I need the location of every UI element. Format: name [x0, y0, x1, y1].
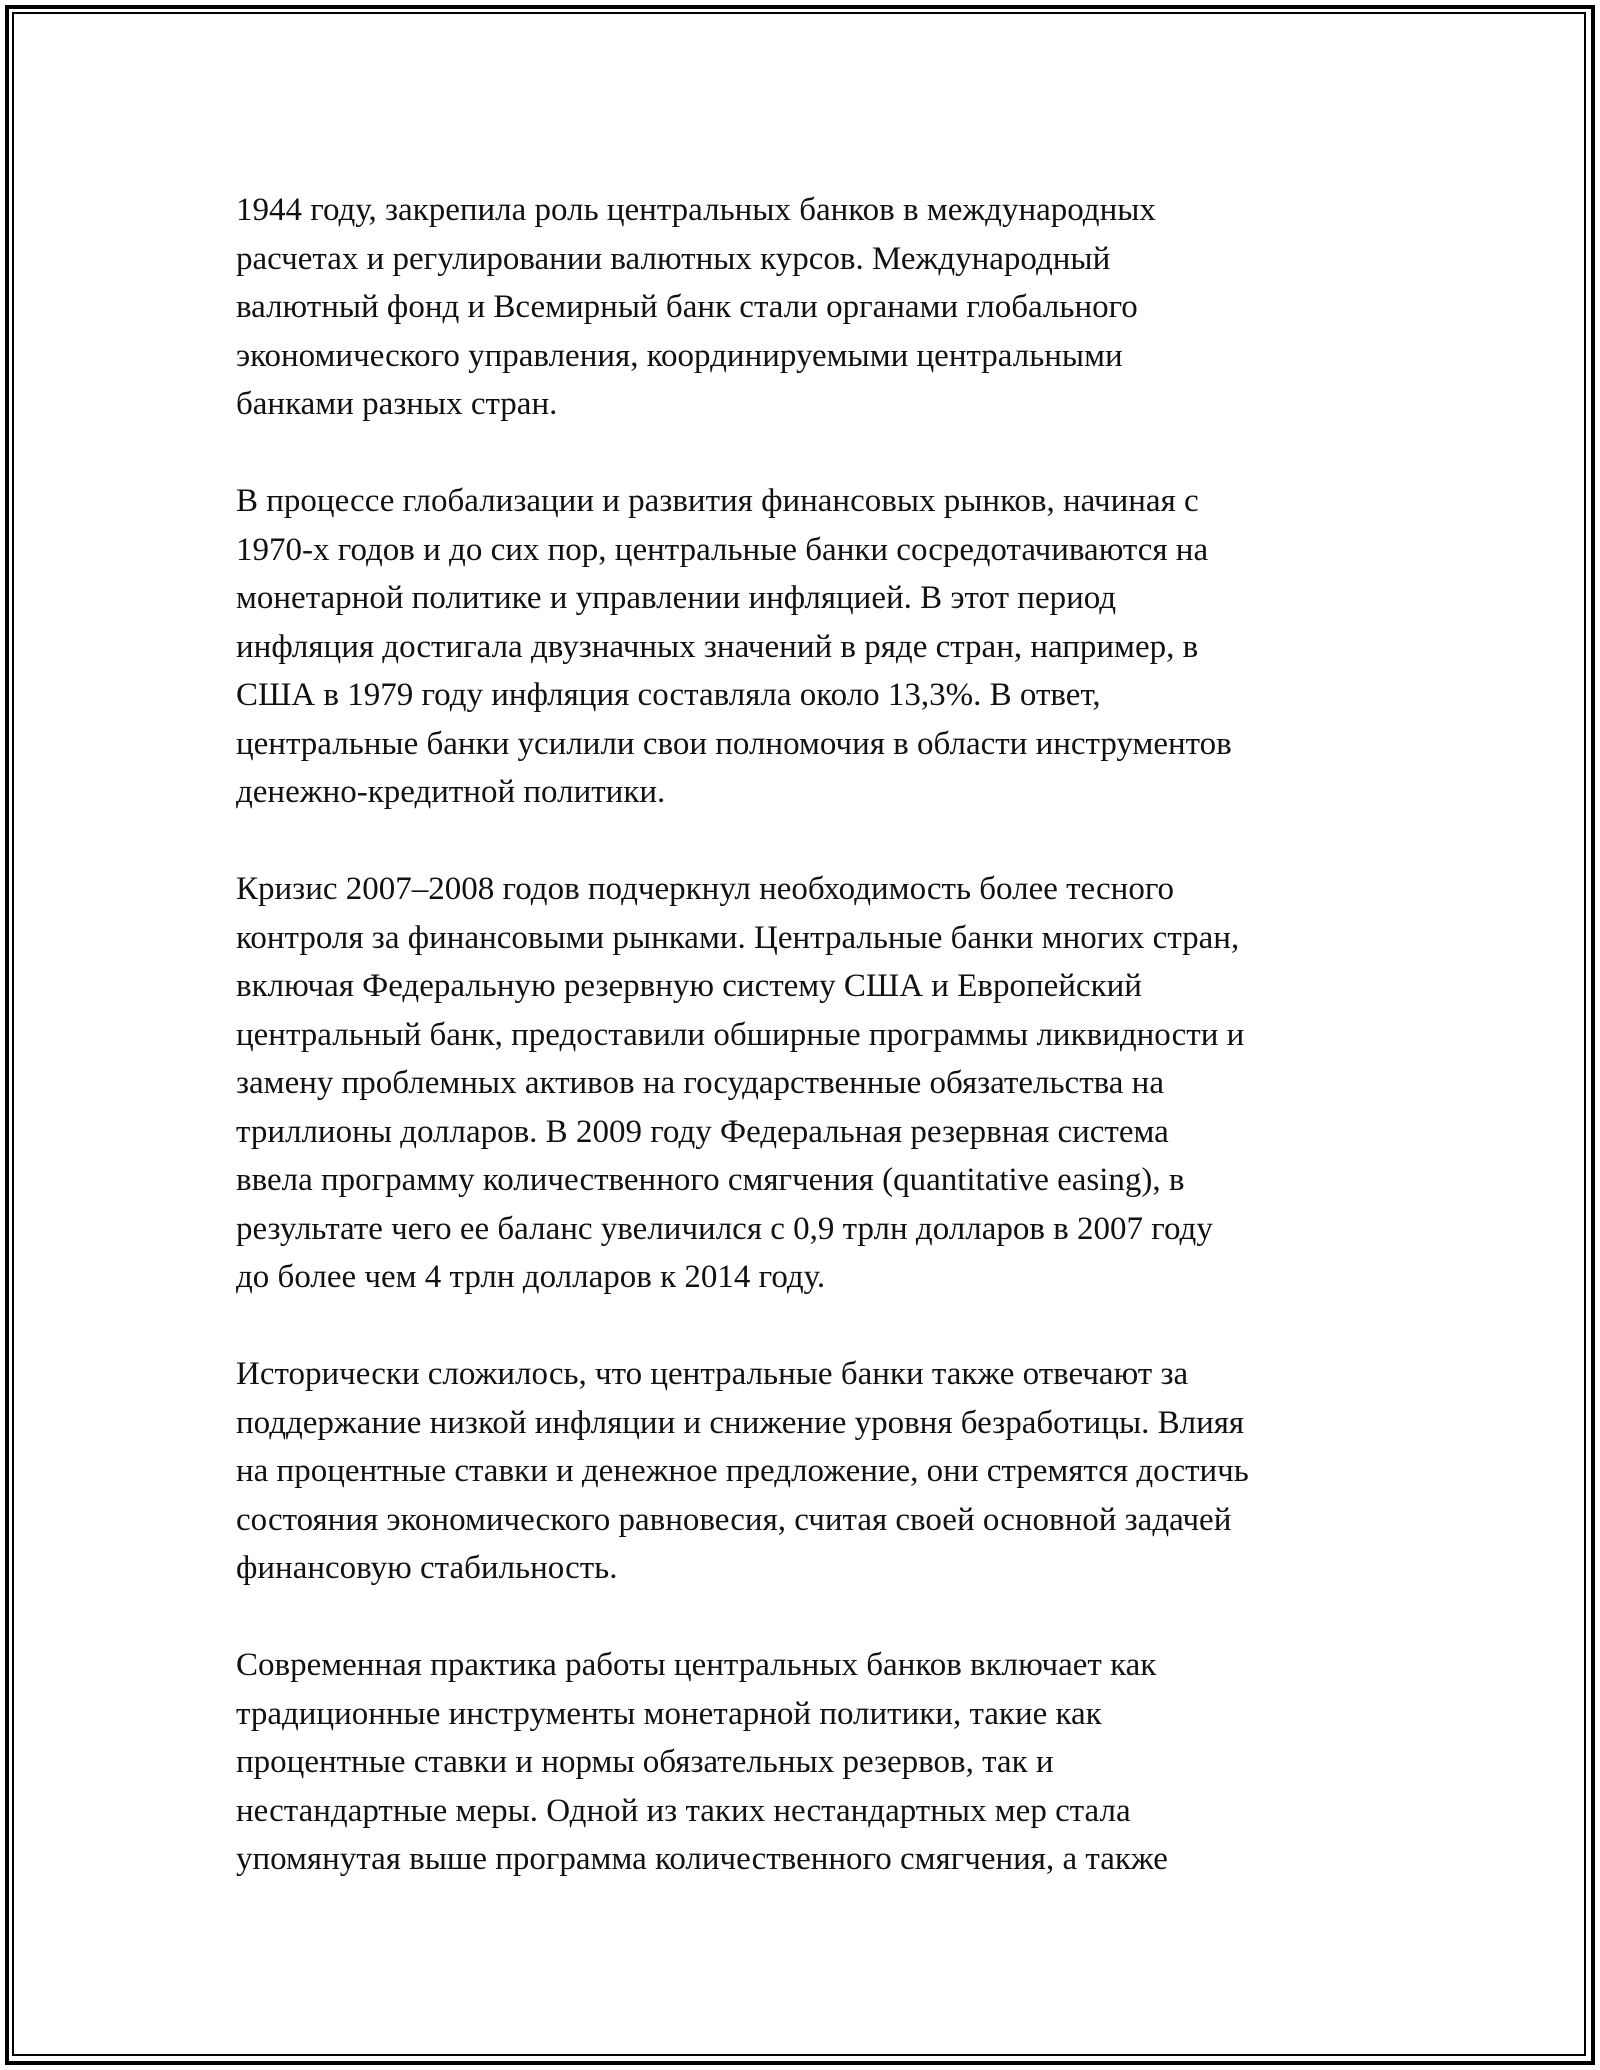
paragraph-gap — [236, 429, 1386, 478]
text-line: В процессе глобализации и развития финансовых рынков, начиная с — [236, 483, 1199, 519]
text-line: монетарной политике и управлении инфляцией. В этот период — [236, 580, 1117, 616]
text-line: упомянутая выше программа количественного смягчения, а также — [236, 1841, 1168, 1877]
text-line: поддержание низкой инфляции и снижение уровня безработицы. Влияя — [236, 1404, 1245, 1441]
paragraph-gap — [236, 1302, 1386, 1351]
text-line: традиционные инструменты монетарной политики, такие как — [236, 1695, 1102, 1732]
text-line: Кризис 2007–2008 годов подчеркнул необходимость более тесного — [236, 871, 1175, 907]
text-line: замену проблемных активов на государственные обязательства на — [236, 1065, 1164, 1101]
text-line: США в 1979 году инфляция составляла около 13,3%. В ответ, — [236, 677, 1101, 713]
paragraph-gap — [236, 817, 1386, 866]
text-line: на процентные ставки и денежное предложение, они стремятся достичь — [236, 1453, 1249, 1489]
paragraph — [236, 1641, 1386, 1884]
text-line: центральный банк, предоставили обширные программы ликвидности и — [236, 1016, 1245, 1053]
text-line: экономического управления, координируемыми центральными — [236, 337, 1123, 374]
text-line: включая Федеральную резервную систему США и Европейский — [236, 968, 1142, 1004]
text-line: 1970-х годов и до сих пор, центральные банки сосредотачиваются на — [236, 531, 1209, 568]
text-line: центральные банки усилили свои полномочия в области инструментов — [236, 725, 1232, 762]
text-line: нестандартные меры. Одной из таких нестандартных мер стала — [236, 1792, 1131, 1829]
text-line: триллионы долларов. В 2009 году Федеральная резервная система — [236, 1113, 1169, 1150]
text-line: процентные ставки и нормы обязательных резервов, так и — [236, 1744, 1054, 1780]
text-line: ввела программу количественного смягчения (quantitative easing), в — [236, 1162, 1185, 1198]
text-line: контроля за финансовыми рынками. Центральные банки многих стран, — [236, 919, 1240, 956]
text-line: банками разных стран. — [236, 386, 558, 422]
text-line: расчетах и регулировании валютных курсов. Международный — [236, 240, 1111, 277]
paragraph — [236, 1350, 1386, 1593]
text-line: финансовую стабильность. — [236, 1550, 618, 1586]
text-line: результате чего ее баланс увеличился с 0,9 трлн долларов в 2007 году — [236, 1210, 1213, 1247]
paragraph — [236, 186, 1386, 429]
paragraph-gap — [236, 1593, 1386, 1642]
document-body — [236, 186, 1386, 1884]
paragraph — [236, 477, 1386, 817]
text-line: инфляция достигала двузначных значений в ряде стран, например, в — [236, 628, 1199, 665]
text-line: до более чем 4 трлн долларов к 2014 году. — [236, 1259, 826, 1295]
text-line: 1944 году, закрепила роль центральных банков в международных — [236, 192, 1156, 228]
text-line: Исторически сложилось, что центральные банки также отвечают за — [236, 1356, 1189, 1392]
text-line: Современная практика работы центральных банков включает как — [236, 1647, 1157, 1683]
paragraph — [236, 865, 1386, 1302]
text-line: состояния экономического равновесия, считая своей основной задачей — [236, 1501, 1232, 1538]
text-line: денежно-кредитной политики. — [236, 774, 666, 810]
text-line: валютный фонд и Всемирный банк стали органами глобального — [236, 289, 1138, 325]
